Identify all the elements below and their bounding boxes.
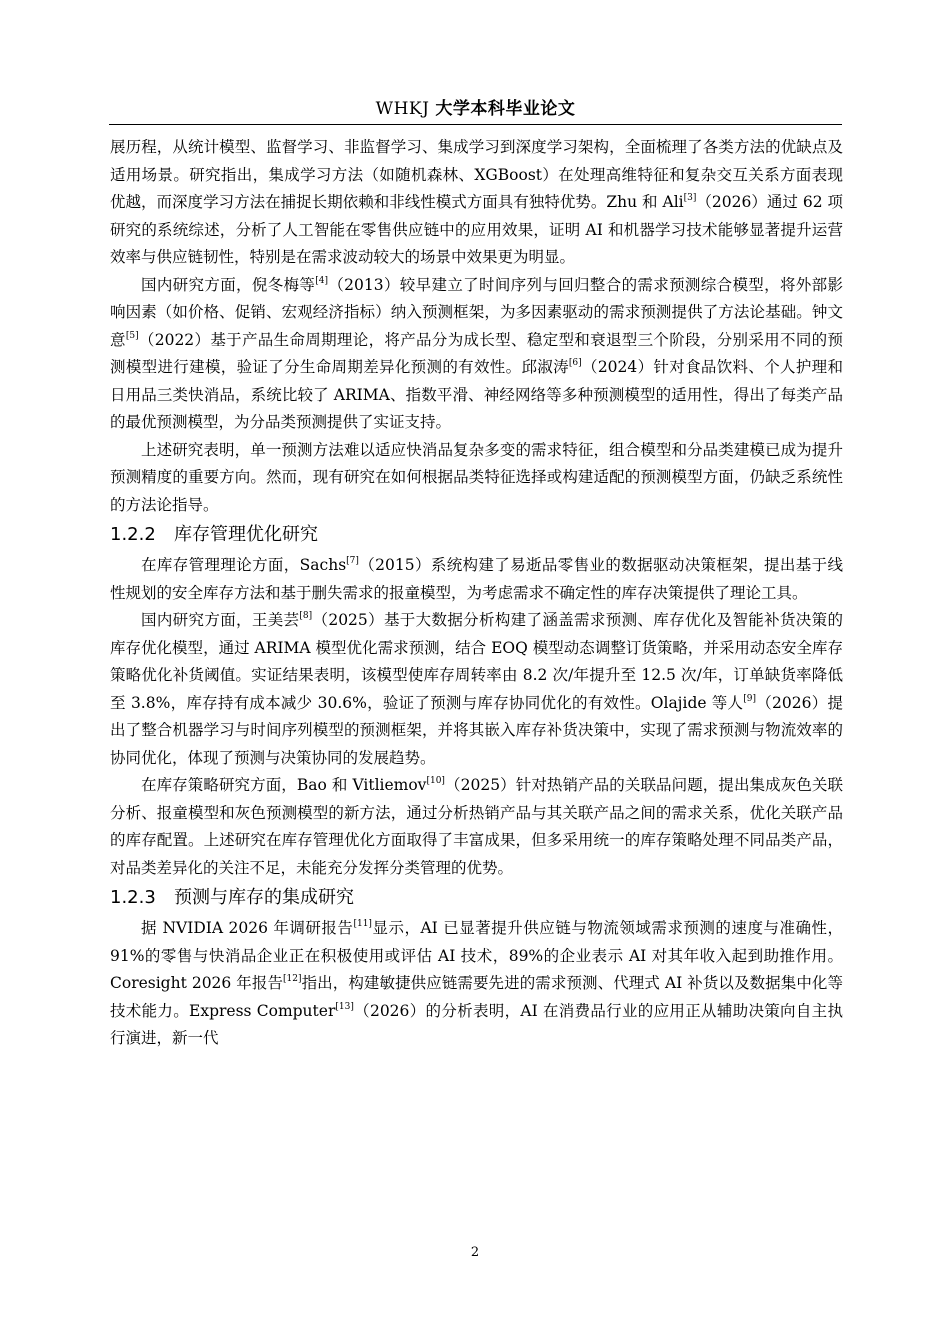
paragraph-integration [110, 915, 843, 1053]
text-run: 显示，AI 已显著提升供应链与物流领域需求预测的速度与准确性，91%的零售与快消品企业正在积极使用或评估 AI 技术，89%的企业表示 AI 对其年收入起到助推作用。Coresight 2026 年报告 [110, 919, 843, 992]
citation: [11] [353, 919, 372, 929]
paragraph-continuation [110, 134, 843, 272]
citation: [8] [299, 611, 313, 621]
text-run: （2026）的分析表明，AI 在消费品行业的应用正从辅助决策向自主执行演进，新一代 [110, 1001, 843, 1047]
text-run: 据 NVIDIA 2026 年调研报告 [141, 919, 354, 937]
page-number: 2 [470, 1245, 480, 1260]
citation: [5] [125, 330, 139, 341]
citation: [3] [683, 193, 697, 203]
citation: [10] [426, 776, 445, 786]
section-title: 预测与库存的集成研究 [174, 887, 354, 908]
section-number: 1.2.3 [110, 887, 156, 908]
text-run: （2026）通过 62 项研究的系统综述，分析了人工智能在零售供应链中的应用效果，证明 AI 和机器学习技术能够显著提升运营效率与供应链韧性，特别是在需求波动较大的场景中效果更为明显。 [110, 193, 843, 266]
paragraph-inventory-strategy [110, 772, 843, 882]
citation: [9] [743, 693, 757, 704]
citation: [4] [315, 275, 328, 286]
text-run: 在库存管理理论方面，Sachs [141, 556, 347, 574]
text-run: 指出，构建敏捷供应链需要先进的需求预测、代理式 AI 补货以及数据集中化等技术能力。Express Computer [110, 974, 843, 1020]
text-run: （2024）针对食品饮料、个人护理和日用品三类快消品，系统比较了 ARIMA、指数平滑、神经网络等多种预测模型的适用性，得出了每类产品的最优预测模型，为分品类预测提供了实证支持。 [110, 358, 843, 431]
body-content [110, 134, 843, 1053]
citation: [12] [283, 974, 302, 984]
section-heading-1-2-2 [110, 520, 843, 550]
page-header [109, 96, 842, 125]
header-prefix: WHKJ [375, 99, 430, 119]
citation: [6] [568, 358, 582, 368]
text-run: 在库存策略研究方面，Bao 和 Vitliemov [141, 776, 427, 794]
text-run: （2025）针对热销产品的关联品问题，提出集成灰色关联分析、报童模型和灰色预测模型的新方法，通过分析热销产品与其关联产品之间的需求关系，优化关联产品的库存配置。上述研究在库存管理优化方面取得了丰富成果，但多采用统一的库存策略处理不同品类产品，对品类差异化的关注不足，未能充分发挥分类管理的优势。 [110, 776, 843, 877]
section-heading-1-2-3 [110, 883, 843, 913]
text-run: （2026）提出了整合机器学习与时间序列模型的预测框架，并将其嵌入库存补货决策中，实现了需求预测与物流效率的协同优化，体现了预测与决策协同的发展趋势。 [110, 693, 844, 767]
paragraph-domestic-forecasting [110, 272, 843, 437]
paragraph-domestic-inventory [110, 607, 843, 772]
text-run: （2015）系统构建了易逝品零售业的数据驱动决策框架，提出基于线性规划的安全库存方法和基于删失需求的报童模型，为考虑需求不确定性的库存决策提供了理论工具。 [110, 556, 843, 602]
text-run: 展历程，从统计模型、监督学习、非监督学习、集成学习到深度学习架构，全面梳理了各类方法的优缺点及适用场景。研究指出，集成学习方法（如随机森林、XGBoost）在处理高维特征和复杂交互关系方面表现优越，而深度学习方法在捕捉长期依赖和非线性模式方面具有独特优势。Zhu 和 Ali [110, 138, 843, 211]
citation: [7] [346, 556, 359, 566]
text-run: （2022）基于产品生命周期理论，将产品分为成长型、稳定型和衰退型三个阶段，分别采用不同的预测模型进行建模，验证了分生命周期差异化预测的有效性。邱淑涛 [110, 330, 843, 376]
citation: [13] [335, 1001, 354, 1012]
text-run: 国内研究方面，王美芸 [141, 611, 300, 629]
text-run: （2025）基于大数据分析构建了涵盖需求预测、库存优化及智能补货决策的库存优化模型，通过 ARIMA 模型优化需求预测，结合 EOQ 模型动态调整订货策略，并采用动态安全库存策略优化补货阈值。实证结果表明，该模型使库存周转率由 8.2 次/年提升至 12.5 次/年，订单缺货率降低至 3.8%，库存持有成本减少 30.6%，验证了预测与库存协同优化的有效性。Olajide 等人 [110, 611, 843, 712]
paragraph-inventory-theory [110, 552, 843, 607]
section-title: 库存管理优化研究 [174, 524, 318, 545]
text-run: 国内研究方面，倪冬梅等 [141, 275, 316, 294]
text-run: （2013）较早建立了时间序列与回归整合的需求预测综合模型，将外部影响因素（如价格、促销、宏观经济指标）纳入预测框架，为多因素驱动的需求预测提供了方法论基础。钟文意 [110, 275, 843, 349]
section-number: 1.2.2 [110, 524, 156, 545]
paragraph-summary: 上述研究表明，单一预测方法难以适应快消品复杂多变的需求特征，组合模型和分品类建模已成为提升预测精度的重要方向。然而，现有研究在如何根据品类特征选择或构建适配的预测模型方面，仍缺乏系统性的方法论指导。 [110, 440, 843, 514]
header-title: 大学本科毕业论文 [435, 99, 576, 119]
